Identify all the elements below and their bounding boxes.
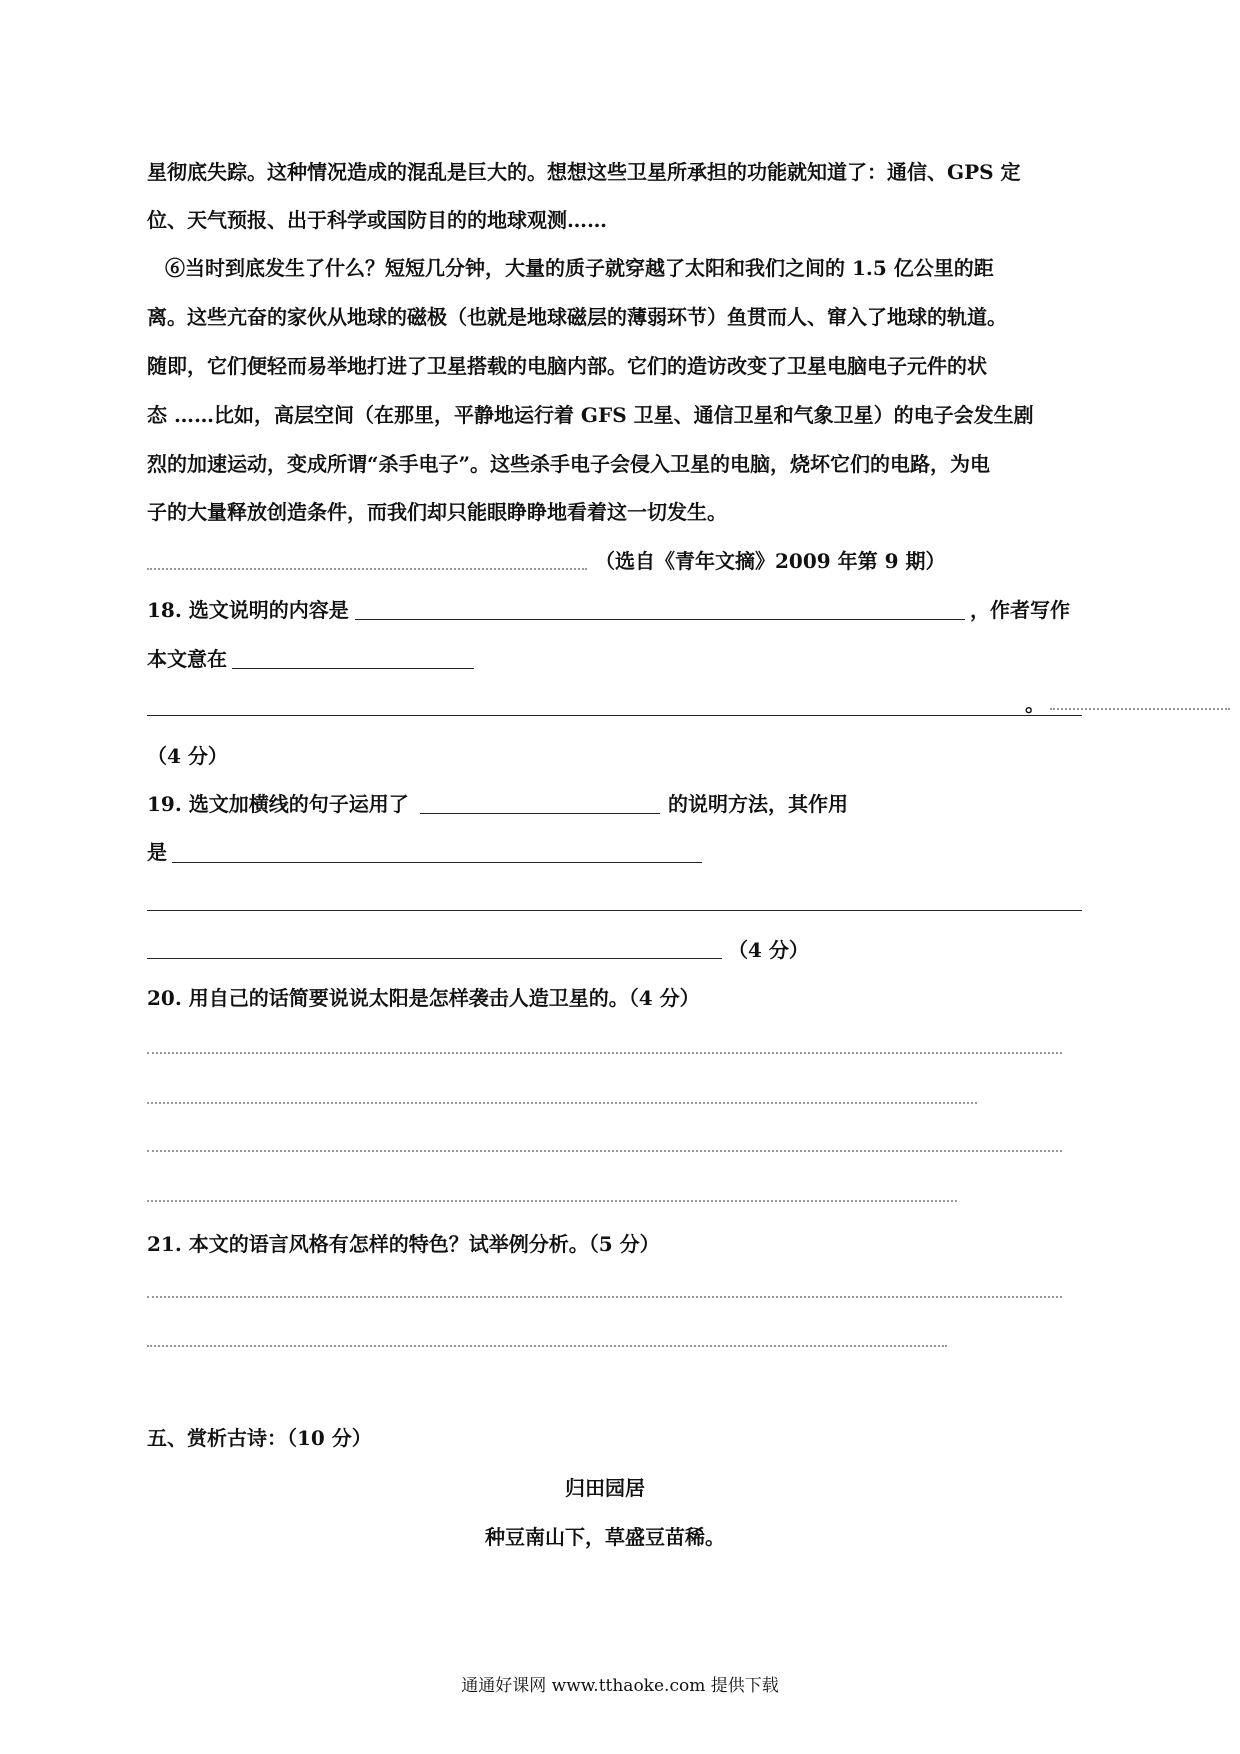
source-citation: （选自《青年文摘》2009 年第 9 期） bbox=[595, 549, 946, 573]
question-18-end-mark: 。 bbox=[1025, 692, 1045, 716]
question-21: 21. 本文的语言风格有怎样的特色？试举例分析。（5 分） bbox=[147, 1232, 660, 1256]
question-18-prefix: 18. 选文说明的内容是 bbox=[147, 598, 349, 622]
answer-blank-18b[interactable] bbox=[232, 668, 474, 669]
question-18-line2: 本文意在 bbox=[147, 647, 227, 671]
answer-dotted-line[interactable] bbox=[147, 1345, 947, 1347]
answer-blank-19d[interactable] bbox=[147, 958, 722, 959]
answer-blank-19a[interactable] bbox=[420, 813, 660, 814]
answer-blank-18a[interactable] bbox=[355, 619, 965, 620]
question-18-suffix: ，作者写作 bbox=[970, 598, 1070, 622]
page-footer: 通通好课网 www.tthaoke.com 提供下载 bbox=[461, 1676, 779, 1696]
answer-dotted-line[interactable] bbox=[147, 1150, 1062, 1152]
section-5-heading: 五、赏析古诗：（10 分） bbox=[147, 1426, 372, 1450]
dotted-line bbox=[147, 568, 587, 570]
question-19-line2: 是 bbox=[147, 840, 167, 864]
passage-line: ⑥当时到底发生了什么？短短几分钟，大量的质子就穿越了太阳和我们之间的 1.5 亿公里的距 bbox=[165, 256, 994, 280]
question-19-prefix: 19. 选文加横线的句子运用了 bbox=[147, 792, 409, 816]
passage-line: 星彻底失踪。这种情况造成的混乱是巨大的。想想这些卫星所承担的功能就知道了：通信、GPS 定 bbox=[147, 160, 1021, 184]
question-20: 20. 用自己的话简要说说太阳是怎样袭击人造卫星的。（4 分） bbox=[147, 986, 700, 1010]
passage-line: 态 ……比如，高层空间（在那里，平静地运行着 GFS 卫星、通信卫星和气象卫星）的电子会发生剧 bbox=[147, 403, 1034, 427]
answer-blank-18c[interactable] bbox=[147, 715, 1082, 716]
answer-dotted-line[interactable] bbox=[147, 1102, 977, 1104]
passage-line: 随即，它们便轻而易举地打进了卫星搭载的电脑内部。它们的造访改变了卫星电脑电子元件的状 bbox=[147, 354, 987, 378]
answer-dotted-line[interactable] bbox=[147, 1200, 957, 1202]
question-18-points: （4 分） bbox=[147, 744, 228, 768]
poem-line: 种豆南山下，草盛豆苗稀。 bbox=[485, 1525, 725, 1549]
question-19-suffix: 的说明方法，其作用 bbox=[668, 792, 848, 816]
question-19-points: （4 分） bbox=[728, 938, 809, 962]
passage-line: 位、天气预报、出于科学或国防目的的地球观测…… bbox=[147, 208, 607, 232]
passage-line: 子的大量释放创造条件，而我们却只能眼睁睁地看着这一切发生。 bbox=[147, 500, 727, 524]
passage-line: 离。这些亢奋的家伙从地球的磁极（也就是地球磁层的薄弱环节）鱼贯而人、窜入了地球的轨道。 bbox=[147, 305, 1007, 329]
poem-title: 归田园居 bbox=[565, 1476, 645, 1500]
answer-blank-19b[interactable] bbox=[172, 862, 702, 863]
answer-dotted-line[interactable] bbox=[147, 1052, 1062, 1054]
dotted-line bbox=[1050, 708, 1230, 710]
answer-blank-19c[interactable] bbox=[147, 910, 1082, 911]
answer-dotted-line[interactable] bbox=[147, 1296, 1062, 1298]
passage-line: 烈的加速运动，变成所谓“杀手电子”。这些杀手电子会侵入卫星的电脑，烧坏它们的电路，为电 bbox=[147, 452, 991, 476]
